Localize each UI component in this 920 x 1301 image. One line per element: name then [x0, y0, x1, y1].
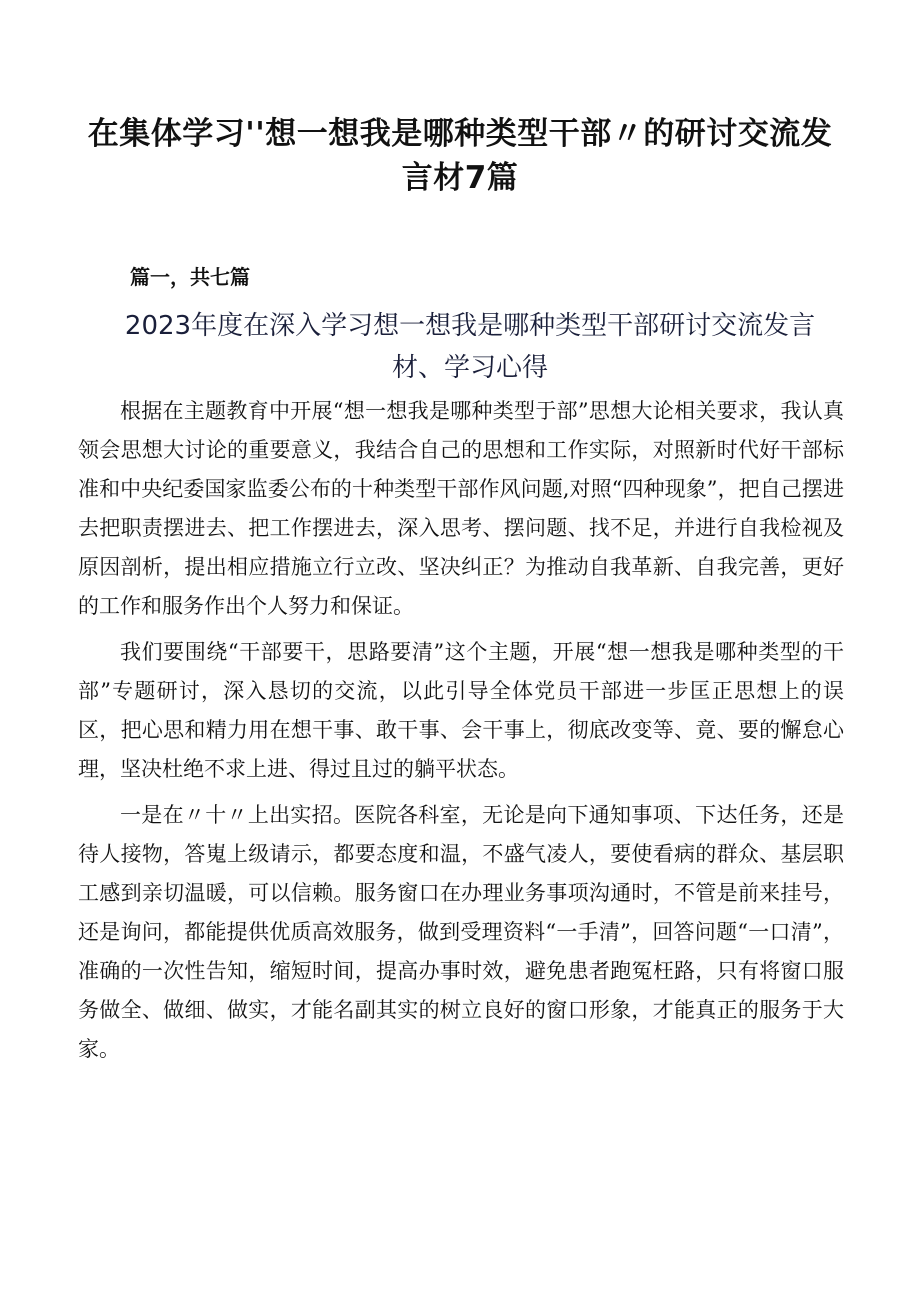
article-title: [110, 305, 830, 389]
body-paragraph-2: 我们要围绕“干部要干，思路要清”这个主题，开展“想一想我是哪种类型的干部”专题研讨，深入恳切的交流，以此引导全体党员干部进一步匡正思想上的误区，把心思和精力用在想干事、敢干事、会干事上，彻底改变等、竟、要的懈怠心理，坚决杜绝不求上进、得过且过的躺平状态。: [78, 640, 844, 781]
document-title: [80, 112, 840, 200]
article-title-line-2: 材、学习心得: [391, 353, 548, 383]
article-body: [78, 392, 844, 1076]
document-title-line-2: 言材7篇: [401, 160, 519, 196]
body-paragraph-3: 一是在〃十〃上出实招。医院各科室，无论是向下通知事项、下达任务，还是待人接物，答嵬上级请示，都要态度和温，不盛气凌人，要使看病的群众、基层职工感到亲切温暖，可以信赖。服务窗口在办理业务事项沟通时，不管是前来挂号，还是询问，都能提供优质高效服务，做到受理资料“一手清”，回答问题“一口清”，准确的一次性告知，缩短时间，提高办事时效，避免患者跑冤枉路，只有将窗口服务做全、做细、做实，才能名副其实的树立良好的窗口形象，才能真正的服务于大家。: [78, 803, 844, 1061]
document-title-line-1: 在集体学习''想一想我是哪种类型干部〃的研讨交流发: [87, 116, 833, 152]
article-title-line-1: 2023年度在深入学习想一想我是哪种类型干部研讨交流发言: [124, 311, 816, 341]
body-paragraph-1: 根据在主题教育中开展“想一想我是哪种类型于部”思想大论相关要求，我认真领会思想大讨论的重要意义，我结合自己的思想和工作实际，对照新时代好干部标准和中央纪委国家监委公布的十种类型干部作风问题,对照“四种现象”，把自己摆进去把职责摆进去、把工作摆进去，深入思考、摆问题、找不足，并进行自我检视及原因剖析，提出相应措施立行立改、坚决纠正？为推动自我革新、自我完善，更好的工作和服务作出个人努力和保证。: [78, 399, 844, 618]
section-label: 篇一，共七篇: [130, 265, 250, 289]
